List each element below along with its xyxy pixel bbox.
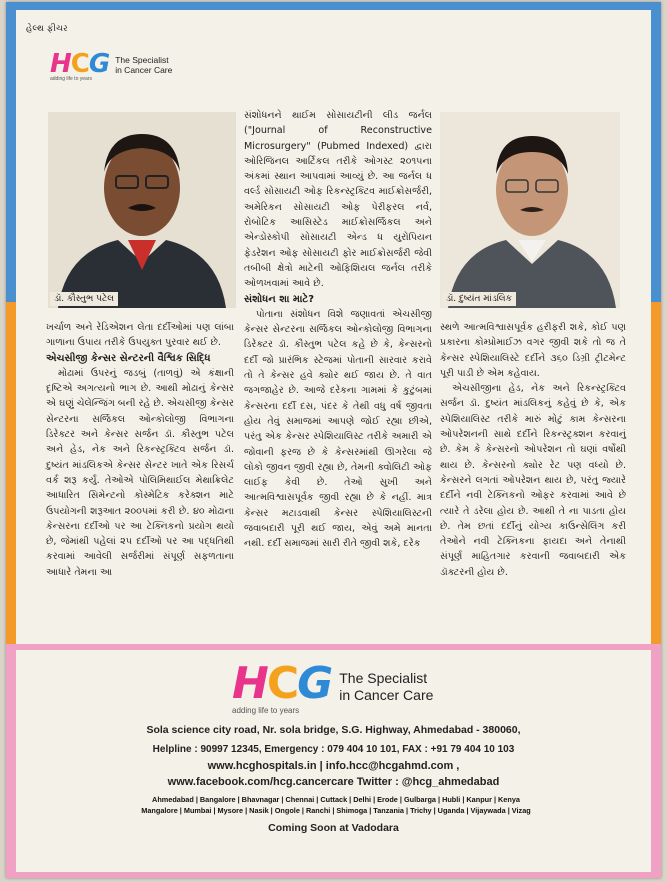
photo-caption-left: ડૉ. કૌસ્તુભ પટેલ — [50, 292, 118, 306]
left-body-paragraph: મોઢામાં ઉપરનું જડબું (તાળવું) એ કંક્ષાની દૃષ્ટિએ અગત્યનો ભાગ છે. આથી મોઢાનું કેન્સર એ ઘણું ચેલેન્જિંગ બની રહે છે. એચસીજી કેન્સર સેન્ટરના સર્જિકલ ઓન્કોલોજી વિભાગના ડિરેક્ટર અને કેન્સર સર્જન ડૉ. કૌસ્તુભ પટેલ અને હેડ, નેક અને રિકન્સ્ટ્રક્ટિવ સર્જન ડૉ. દુષ્યંત માંડલિકએ કેન્સર સેન્ટર ખાતે એક રિસર્ચ વર્ક શરૂ કર્યું. તેઓએ પોલિમિથાઈલ મેથાક્રિલેટ આધારિત સિમેન્ટનો કોસ્મેટિક કરેક્શન માટે ઉપયોગની શરૂઆત ૨૦૦૫માં કરી છે. ૪૦ મોઢાના કેન્સરના દર્દીઓ પર આ ટેક્નિકનો પ્રયોગ થયો છે, જેમાંથી પહેલાં ૨૫ દર્દીઓ પર આ પદ્ધતિથી કરવામાં આવેલી સર્જરીમાં સંપૂર્ણ સફળતાના આધારે તેમના આ — [46, 367, 234, 578]
footer-cities-line-2: Mangalore | Mumbai | Mysore | Nasik | Ongole | Ranchi | Shimoga | Tanzania | Trichy | Uganda | Vijaywada | Vizag — [141, 806, 531, 815]
article-column-middle — [244, 108, 432, 552]
footer-address: Sola science city road, Nr. sola bridge, S.G. Highway, Ahmedabad - 380060, — [146, 724, 521, 736]
middle-body-paragraph: પોતાના સંશોધન વિશે જણાવતાં એચસીજી કેન્સર સેન્ટરના સર્જિકલ ઓન્કોલોજી વિભાગના ડિરેક્ટર ડૉ. કૌસ્તુભ પટેલ કહે છે કે, કેન્સરનો દર્દી જો પ્રારંભિક સ્ટેજમાં પોતાની સારવાર કરાવે તો તે કેન્સર હવે ક્યોર થઈ જાય છે. તે વાત જગજાહેર છે. આજે દરેકના ગામમાં કે કુટુંબમાં કેન્સરના દર્દી દસ, પંદર કે તેથી વધુ વર્ષ જીવતા હોય તેવું સમાજમાં આપણે જોઈ રહ્યા છીએ, પરંતુ એક કેન્સર સ્પેશિયાલિસ્ટ તરીકે અમારી એ જોવાની ફરજ છે કે કેન્સરમાંથી ઊગરેલા જે લોકો જીવન જીવી રહ્યા છે, તેમની ક્વોલિટી ઓફ લાઈફ કેવી છે. તેઓ સુખી અને આત્મવિશ્વાસપૂર્વક જીવી રહ્યા છે કે નહીં. માત્ર કેન્સર મટાડવાથી કેન્સર સ્પેશિયાલિસ્ટની જવાબદારી પૂરી થઈ જાય, એવું અમે માનતા નથી. દર્દી સમાજમાં સારી રીતે જીવી શકે, દરેક — [244, 308, 432, 550]
right-paragraph-2: એચસીજીના હેડ, નેક અને રિકન્સ્ટ્રક્ટિવ સર્જન ડૉ. દુષ્યંત માંડલિકનું કહેવું છે કે, એક સ્પેશિયાલિસ્ટ તરીકે મારું મોટું કામ કેન્સરના ઓપરેશનની સાથે દર્દીને રિકન્સ્ટ્રક્શન કરવાનું છે. કેમ કે કેન્સરનો ઓપરેશન તો ઘણાં વર્ષોથી થાય છે. કેન્સરનો ક્યોર રેટ પણ વધ્યો છે. કેન્સરને લગતાં ઓપરેશન થાય છે, પરંતુ જ્યારે દર્દીને નવી ટેક્નિકનો ઓફર કરવામાં આવે છે ત્યારે તે ડરેલા હોય છે. આથી તે ના પાડતા હોય છે. તેમ છતાં દર્દીનું યોગ્ય કાઉન્સેલિંગ કરી તેઓને નવી ટેક્નિકના ફાયદા અને તેનાથી સંપૂર્ણ માહિતગાર કરવાની જવાબદારી એક ડૉક્ટરની હોય છે. — [440, 383, 626, 578]
footer-phones: Helpline : 90997 12345, Emergency : 079 404 10 101, FAX : +91 79 404 10 103 — [152, 744, 515, 755]
hcg-logo-footer: HCG adding life to years The Specialist in Cancer Care — [232, 658, 434, 715]
article-column-right — [440, 320, 626, 580]
article-column-left — [46, 320, 234, 580]
footer-web[interactable]: www.hcghospitals.in | info.hcc@hcgahmd.com , — [207, 760, 460, 772]
left-lead-paragraph: ખર્ચાળ અને રેડિએશન લેતા દર્દીઓમાં પણ લાંબા ગાળાના ઉપાય તરીકે ઉપયુક્ત પુરવાર થઈ છે. — [46, 322, 234, 349]
portrait-illustration — [48, 112, 236, 308]
footer-pink-border — [16, 644, 651, 650]
doctor-photo-dushyant-mandlik — [440, 112, 620, 308]
middle-heading: સંશોધન શા માટે? — [244, 293, 315, 305]
footer-social[interactable]: www.facebook.com/hcg.cancercare Twitter : @hcg_ahmedabad — [167, 776, 500, 788]
photo-caption-right: ડૉ. દુષ્યંત માંડલિક — [442, 292, 516, 306]
middle-intro-paragraph: સંશોધનને થાઈમ સોસાયટીની લીડ જર્નલ ("Journal of Reconstructive Microsurgery" (Pubmed Indexed) દ્વારા ઓરિજિનલ આર્ટિકલ તરીકે ઓગસ્ટ ૨૦૧૫ના અંકમાં સ્થાન આપવામાં આવ્યું છે. આ જર્નલ ધ વર્લ્ડ સોસાયટી ઓફ રિકન્સ્ટ્રક્ટિવ માઈક્રોસર્જરી, અમેરિકન સોસાયટી ઓફ પેરીફરલ નર્વ, રોબોટિક આસિસ્ટેડ માઈક્રોસર્જિકલ અને એન્ડોસ્કોપી સોસાયટી એન્ડ ધ યુરોપિયન ફેડરેશન ઓફ સોસાયટી ફોર માઈક્રોસર્જરી જેવી તબીબી ક્ષેત્રો માટેની ઓફિશિયલ જર્નલ તરીકે ઓળખવામાં આવે છે. — [244, 110, 432, 290]
top-blue-border — [16, 2, 651, 10]
left-heading: એચસીજી કેન્સર સેન્ટરની વૈશ્વિક સિદ્ધિ — [46, 352, 211, 364]
footer-cities-line-1: Ahmedabad | Bangalore | Bhavnagar | Chennai | Cuttack | Delhi | Erode | Gulbarga | Hubli | Kanpur | Kenya — [152, 795, 520, 804]
bottom-pink-border — [16, 872, 651, 878]
hcg-logo-top: HCG adding life to years The Specialist in Cancer Care — [50, 49, 173, 82]
footer-coming-soon: Coming Soon at Vadodara — [268, 822, 399, 834]
doctor-photo-kaustubh-patel — [48, 112, 236, 308]
portrait-illustration — [440, 112, 620, 308]
section-tag: હેલ્થ ફીચર — [26, 24, 68, 34]
right-paragraph-1: સ્થળે આત્મવિશ્વાસપૂર્વક હરીફરી શકે, કોઈ પણ પ્રકારના કોમ્પ્રોમાઈઝ વગર જીવી શકે તો જ તે કેન્સર સ્પેશિયાલિસ્ટે દર્દીને ૩૬૦ ડિગ્રી ટ્રીટમેન્ટ પૂરી પાડી છે એમ કહેવાય. — [440, 322, 626, 379]
newspaper-page — [6, 2, 661, 878]
